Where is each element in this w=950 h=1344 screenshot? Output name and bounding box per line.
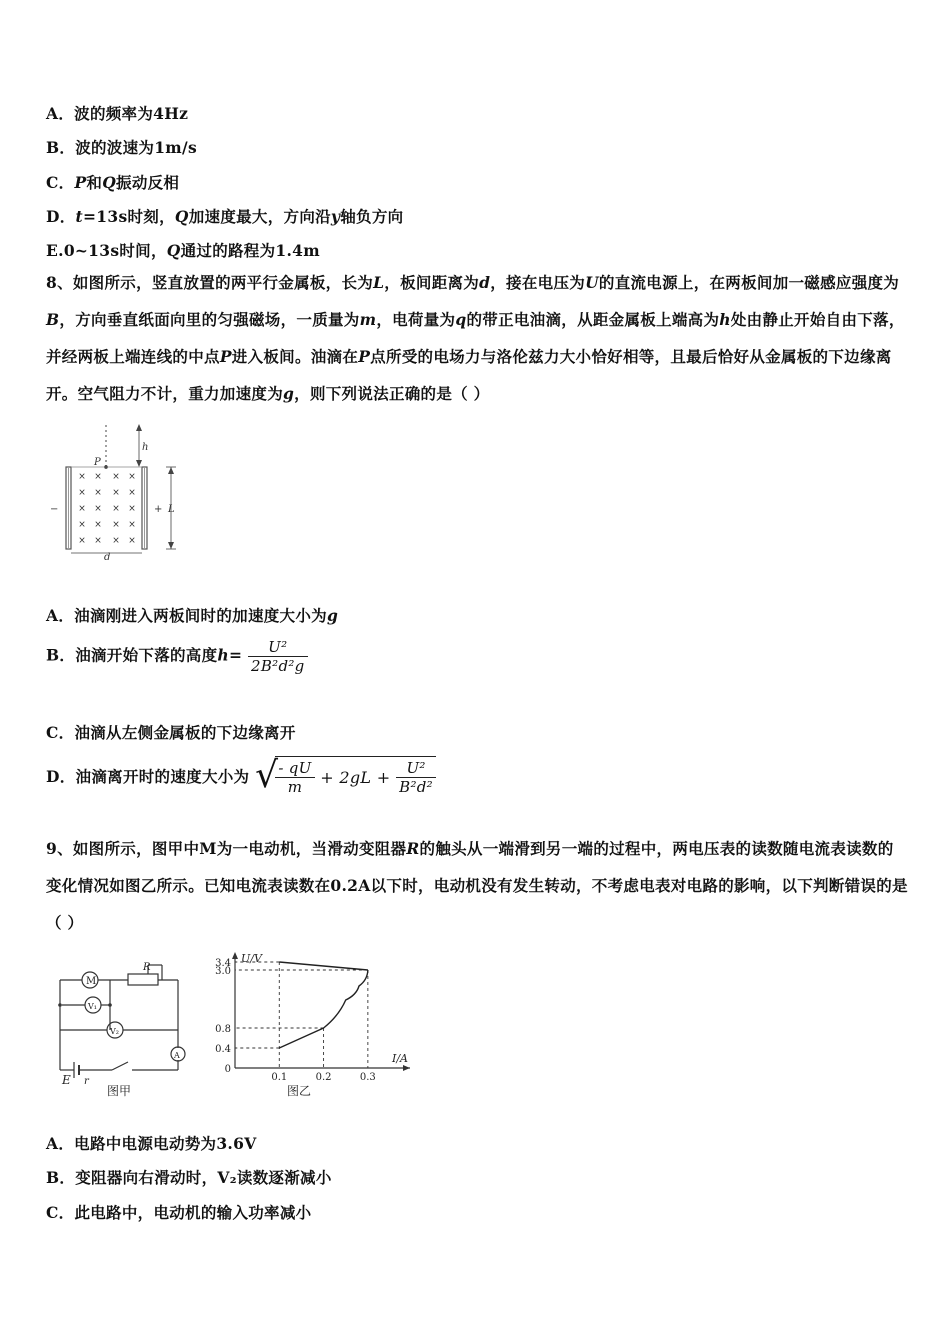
series-v1-line <box>279 962 368 970</box>
y-tick-label: 0.8 <box>215 1024 231 1035</box>
sqrt-symbol: √ <box>255 755 279 796</box>
field-cross: × <box>112 520 120 530</box>
field-cross: × <box>112 504 120 514</box>
field-cross: × <box>78 504 86 514</box>
field-cross: × <box>94 488 102 498</box>
y-axis-arrow <box>232 952 238 959</box>
y-tick-label: 3.4 <box>215 958 231 969</box>
field-cross: × <box>128 536 136 546</box>
q7-option-a: A．波的频率为4Hz <box>46 104 189 123</box>
field-cross: × <box>94 536 102 546</box>
q8-option-d: D．油滴离开时的速度大小为 √ $\frac{- qU}{m}$ + 2gL + $\frac{\text{U²}}{\text{B²d²}}$ <box>46 756 436 796</box>
q8-option-a: A．油滴刚进入两板间时的加速度大小为g <box>46 606 339 625</box>
chart-title: 图乙 <box>287 1084 312 1098</box>
x-axis-arrow <box>403 1065 410 1071</box>
q8-plates-figure <box>44 420 194 562</box>
d-label: d <box>104 552 111 562</box>
field-cross: × <box>94 472 102 482</box>
p-label: P <box>94 457 101 468</box>
v2-label: V₂ <box>110 1027 119 1036</box>
y-axis-label: U/V <box>241 952 262 965</box>
l-label: L <box>168 504 175 515</box>
q7-option-e: E.0~13s时间，Q通过的路程为1.4m <box>46 241 320 260</box>
circuit-caption: 图甲 <box>107 1084 132 1098</box>
resistance-label: r <box>84 1076 89 1087</box>
field-cross: × <box>128 504 136 514</box>
y-tick-label: 3.0 <box>215 966 231 977</box>
field-cross: × <box>78 536 86 546</box>
minus-label: − <box>50 504 59 515</box>
x-axis-label: I/A <box>392 1052 408 1065</box>
q9-option-b: B．变阻器向右滑动时，V₂读数逐渐减小 <box>46 1168 332 1187</box>
h-label: h <box>142 442 149 453</box>
sqrt-radicand: $\frac{- qU}{m}$ + 2gL + $\frac{\text{U²}}{\text{B²d²}}$ <box>275 756 436 796</box>
q7-option-c: C．P和Q振动反相 <box>46 173 180 192</box>
field-cross: × <box>78 472 86 482</box>
field-cross: × <box>112 536 120 546</box>
x-tick-label: 0.1 <box>271 1072 288 1083</box>
emf-label: E <box>62 1073 71 1087</box>
field-cross: × <box>128 472 136 482</box>
x-tick-label: 0.3 <box>359 1072 376 1083</box>
q7-option-d: D．t=13s时刻，Q加速度最大，方向沿y轴负方向 <box>46 207 404 226</box>
field-cross: × <box>128 520 136 530</box>
field-cross: × <box>128 488 136 498</box>
x-tick-label: 0.2 <box>315 1072 332 1083</box>
y-tick-label: 0.4 <box>215 1044 231 1055</box>
rheostat-label: R <box>143 962 151 973</box>
field-cross: × <box>78 520 86 530</box>
ui-chart <box>205 948 415 1100</box>
q8-option-c: C．油滴从左侧金属板的下边缘离开 <box>46 723 296 742</box>
y-tick-label: 0 <box>224 1064 231 1075</box>
field-cross: × <box>112 472 120 482</box>
height-fraction: $\frac{\text{U²}}{\text{2B²d²g}}$ <box>248 638 308 675</box>
field-cross: × <box>78 488 86 498</box>
motor-label: M <box>86 976 97 987</box>
circuit-diagram <box>52 960 187 1100</box>
q8-option-b: B．油滴开始下落的高度h= $\frac{\text{U²}}{\text{2B²d²g}}$ <box>46 638 308 675</box>
q9-option-a: A．电路中电源电动势为3.6V <box>46 1134 257 1153</box>
field-cross: × <box>112 488 120 498</box>
q7-option-b: B．波的波速为1m/s <box>46 138 197 157</box>
q9-stem: 9、如图所示，图甲中M为一电动机，当滑动变阻器R的触头从一端滑到另一端的过程中，两电压表的读数随电流表读数的变化情况如图乙所示。已知电流表读数在0.2A以下时，电动机没有发生转动，不考虑电表对电路的影响，以下判断错误的是（ ） <box>46 839 908 932</box>
q9-option-c: C．此电路中，电动机的输入功率减小 <box>46 1203 312 1222</box>
v1-label: V₁ <box>88 1002 97 1011</box>
ammeter-label: A <box>174 1051 180 1060</box>
field-cross: × <box>94 520 102 530</box>
field-cross: × <box>94 504 102 514</box>
q8-stem: 8、如图所示，竖直放置的两平行金属板，长为L，板间距离为d，接在电压为U的直流电源上，在两板间加一磁感应强度为B，方向垂直纸面向里的匀强磁场，一质量为m，电荷量为q的带正电油滴，从距金属板上端高为h处由静止开始自由下落，并经两板上端连线的中点P进入板间。油滴在P点所受的电场力与洛伦兹力大小恰好相等，且最后恰好从金属板的下边缘离开。空气阻力不计，重力加速度为g，则下列说法正确的是（ ） <box>46 273 905 403</box>
plus-label: + <box>154 504 163 515</box>
